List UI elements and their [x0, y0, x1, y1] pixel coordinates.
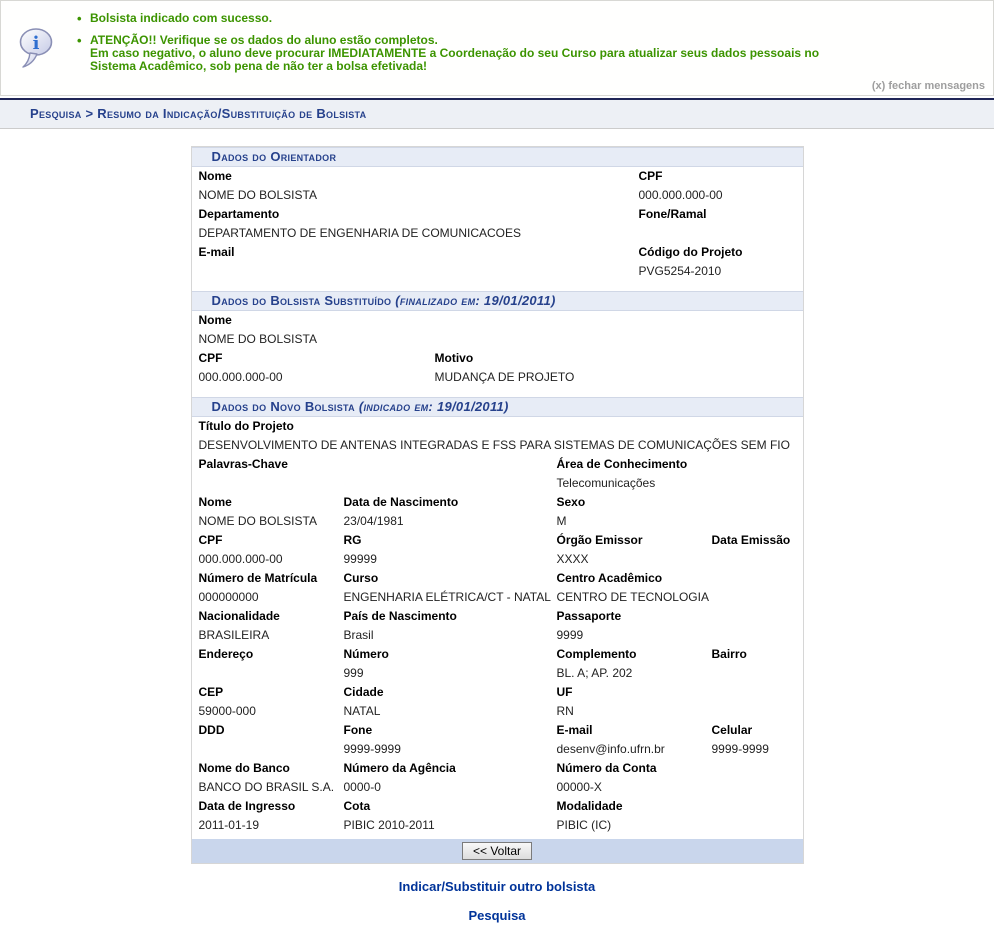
success-message: [77, 12, 819, 25]
field-label: RG: [343, 533, 362, 547]
table-row: [192, 664, 803, 683]
field-value: BRASILEIRA: [198, 628, 270, 642]
field-label: Data Emissão: [711, 533, 791, 547]
field-label: CPF: [638, 169, 663, 183]
field-label: CEP: [198, 685, 224, 699]
pesquisa-link[interactable]: Pesquisa: [468, 908, 526, 923]
field-value: DEPARTAMENTO DE ENGENHARIA DE COMUNICACOES: [198, 226, 521, 240]
section-title: Dados do Novo Bolsista: [211, 399, 355, 414]
voltar-button[interactable]: << Voltar: [462, 842, 532, 860]
field-value: 000000000: [198, 590, 259, 604]
field-label: [712, 607, 803, 626]
table-row: [192, 243, 803, 262]
field-label: E-mail: [556, 723, 593, 737]
field-label: [435, 311, 803, 330]
substituido-section-header: [192, 291, 803, 311]
table-row: [192, 531, 803, 550]
panel-footer-bar: [192, 839, 803, 863]
field-label: Número de Matrícula: [198, 571, 318, 585]
field-value: XXXX: [556, 552, 589, 566]
field-value: PVG5254-2010: [638, 264, 722, 278]
field-label: Data de Ingresso: [198, 799, 296, 813]
field-label: [712, 569, 803, 588]
field-value: NATAL: [343, 704, 381, 718]
field-label: Número da Conta: [556, 761, 657, 775]
table-row: [192, 474, 803, 493]
field-label: Bairro: [711, 647, 747, 661]
field-label: Nome: [198, 169, 232, 183]
field-label: Código do Projeto: [638, 245, 743, 259]
field-value: [639, 224, 803, 243]
attention-message: [77, 34, 819, 73]
table-row: [192, 417, 803, 436]
summary-panel: [191, 146, 804, 864]
field-label: Cota: [343, 799, 371, 813]
field-value: [199, 740, 344, 759]
novo-bolsista-section-header: [192, 397, 803, 417]
field-value: 9999-9999: [711, 742, 769, 756]
table-row: [192, 759, 803, 778]
field-label: Nome: [198, 495, 232, 509]
field-label: CPF: [198, 533, 223, 547]
field-label: Nacionalidade: [198, 609, 280, 623]
field-label: E-mail: [198, 245, 235, 259]
field-value: 999: [343, 666, 364, 680]
field-value: 0000-0: [343, 780, 381, 794]
field-value: RN: [556, 704, 574, 718]
messages-panel: [0, 0, 994, 96]
field-value: [712, 664, 803, 683]
table-row: [192, 349, 803, 368]
field-value: BL. A; AP. 202: [556, 666, 633, 680]
field-label: Órgão Emissor: [556, 533, 643, 547]
field-value: 23/04/1981: [343, 514, 404, 528]
field-label: Centro Acadêmico: [556, 571, 663, 585]
field-label: Nome: [198, 313, 232, 327]
field-value: desenv@info.ufrn.br: [556, 742, 665, 756]
field-value: [712, 778, 803, 797]
info-icon-column: [1, 12, 71, 95]
field-value: 59000-000: [198, 704, 256, 718]
field-label: [712, 797, 803, 816]
field-label: Departamento: [198, 207, 280, 221]
field-value: NOME DO BOLSISTA: [198, 514, 317, 528]
field-label: Endereço: [198, 647, 254, 661]
field-value: DESENVOLVIMENTO DE ANTENAS INTEGRADAS E FSS PARA SISTEMAS DE COMUNICAÇÕES SEM FIO: [198, 438, 790, 452]
table-row: [192, 493, 803, 512]
section-title-note: (indicado em: 19/01/2011): [358, 399, 509, 414]
field-label: [712, 759, 803, 778]
field-value: NOME DO BOLSISTA: [198, 332, 317, 346]
field-value: MUDANÇA DE PROJETO: [434, 370, 575, 384]
field-label: País de Nascimento: [343, 609, 457, 623]
table-row: [192, 626, 803, 645]
table-row: [192, 721, 803, 740]
indicar-substituir-link[interactable]: Indicar/Substituir outro bolsista: [398, 879, 596, 894]
info-speech-bubble-icon: [16, 26, 56, 77]
field-label: Número: [343, 647, 389, 661]
section-title: Dados do Orientador: [211, 149, 337, 164]
section-title-note: (finalizado em: 19/01/2011): [395, 293, 556, 308]
field-value: 00000-X: [556, 780, 602, 794]
field-label: Curso: [343, 571, 379, 585]
table-row: [192, 702, 803, 721]
field-value: 000.000.000-00: [198, 370, 283, 384]
field-value: [712, 588, 803, 607]
table-row: [192, 816, 803, 835]
field-label: DDD: [198, 723, 225, 737]
attention-line-3: Sistema Acadêmico, sob pena de não ter a bolsa efetivada!: [90, 59, 428, 73]
table-row: [192, 645, 803, 664]
svg-text:i: i: [32, 33, 40, 54]
table-row: [192, 569, 803, 588]
field-label: Sexo: [556, 495, 586, 509]
success-message-text: • Bolsista indicado com sucesso.: [90, 11, 273, 25]
table-row: [192, 205, 803, 224]
attention-line-2: Em caso negativo, o aluno deve procurar IMEDIATAMENTE a Coordenação do seu Curso para atualizar seus dados pessoais no: [90, 46, 820, 60]
bottom-links: [0, 879, 994, 923]
field-value: Telecomunicações: [556, 476, 656, 490]
field-label: Modalidade: [556, 799, 623, 813]
field-value: [199, 664, 344, 683]
field-value: 9999: [556, 628, 584, 642]
table-row: [192, 588, 803, 607]
field-value: 99999: [343, 552, 377, 566]
field-label: Fone: [343, 723, 373, 737]
field-value: CENTRO DE TECNOLOGIA: [556, 590, 709, 604]
field-value: [712, 816, 803, 835]
message-list: [71, 12, 819, 95]
field-label: [712, 683, 803, 702]
table-row: [192, 330, 803, 349]
table-row: [192, 368, 803, 387]
field-value: [199, 262, 639, 281]
field-label: Área de Conhecimento: [556, 457, 688, 471]
field-value: 2011-01-19: [198, 818, 259, 832]
table-row: [192, 224, 803, 243]
field-value: Brasil: [343, 628, 374, 642]
section-title: Dados do Bolsista Substituído: [211, 293, 392, 308]
field-value: [712, 626, 803, 645]
field-value: 000.000.000-00: [638, 188, 723, 202]
table-row: [192, 436, 803, 455]
field-label: Motivo: [434, 351, 474, 365]
field-label: [712, 493, 803, 512]
field-label: Complemento: [556, 647, 637, 661]
field-value: BANCO DO BRASIL S.A.: [198, 780, 335, 794]
field-label: Nome do Banco: [198, 761, 290, 775]
field-label: CPF: [198, 351, 223, 365]
table-row: [192, 455, 803, 474]
table-row: [192, 512, 803, 531]
table-row: [192, 607, 803, 626]
table-row: [192, 167, 803, 186]
field-value: [435, 330, 803, 349]
table-row: [192, 262, 803, 281]
field-label: Celular: [711, 723, 753, 737]
field-value: [712, 512, 803, 531]
breadcrumb: Pesquisa > Resumo da Indicação/Substituição de Bolsista: [30, 106, 367, 121]
table-row: [192, 778, 803, 797]
field-value: PIBIC (IC): [556, 818, 612, 832]
field-label: Data de Nascimento: [343, 495, 459, 509]
field-label: Passaporte: [556, 609, 622, 623]
field-value: NOME DO BOLSISTA: [198, 188, 317, 202]
close-messages-link[interactable]: (x) fechar mensagens: [871, 80, 985, 92]
field-label: Número da Agência: [343, 761, 456, 775]
field-value: [712, 702, 803, 721]
table-row: [192, 740, 803, 759]
field-value: M: [556, 514, 567, 528]
field-value: 000.000.000-00: [198, 552, 283, 566]
field-label: Fone/Ramal: [638, 207, 707, 221]
breadcrumb-bar: [0, 98, 994, 129]
field-value: PIBIC 2010-2011: [343, 818, 435, 832]
field-label: UF: [556, 685, 573, 699]
table-row: [192, 797, 803, 816]
field-value: [712, 550, 803, 569]
field-value: [199, 474, 557, 493]
field-value: ENGENHARIA ELÉTRICA/CT - NATAL: [343, 590, 551, 604]
attention-line-1: • ATENÇÃO!! Verifique se os dados do aluno estão completos.: [90, 33, 438, 47]
field-value: 9999-9999: [343, 742, 401, 756]
orientador-section-header: [192, 147, 803, 167]
field-label: Palavras-Chave: [198, 457, 288, 471]
table-row: [192, 550, 803, 569]
field-label: Cidade: [343, 685, 384, 699]
table-row: [192, 683, 803, 702]
table-row: [192, 186, 803, 205]
table-row: [192, 311, 803, 330]
field-label: Título do Projeto: [198, 419, 294, 433]
